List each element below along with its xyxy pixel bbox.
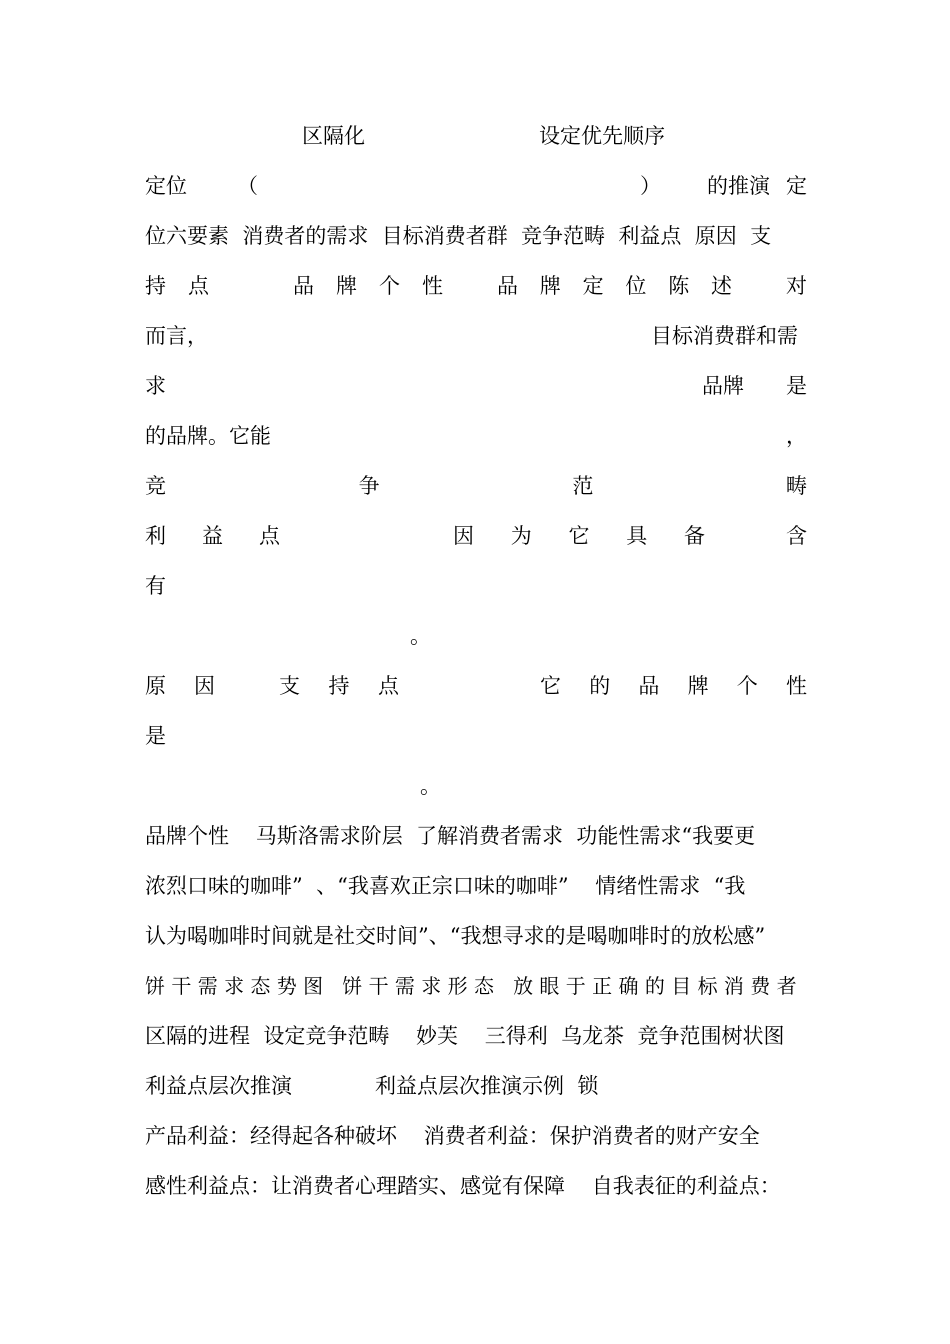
text-line-2	[145, 220, 807, 252]
line9: 有	[145, 574, 166, 598]
line7-0: 竞	[145, 474, 166, 498]
line12: 是	[145, 724, 166, 748]
line8-g2-1: 为	[510, 524, 532, 548]
text-line-9	[145, 570, 807, 602]
line8-g3: 含	[786, 524, 807, 548]
text-line-15	[145, 870, 807, 902]
line3-g4: 对	[786, 274, 807, 298]
text-line-5	[145, 370, 807, 402]
line3-group1	[145, 270, 209, 302]
text-line-8	[145, 520, 807, 552]
line8-g1-2: 点	[259, 524, 280, 548]
line3-g1-0: 持	[145, 274, 166, 298]
line7-3: 畴	[785, 474, 807, 498]
text-line-6	[145, 420, 807, 452]
line4-b: 目标消费群和需	[651, 324, 798, 348]
line20: 产品利益：经得起各种破坏 消费者利益：保护消费者的财产安全	[145, 1124, 760, 1148]
text-line-12	[145, 720, 807, 752]
line19-a: 利益点层次推演	[145, 1074, 292, 1098]
text-line-17	[145, 970, 807, 1002]
line7-group	[145, 470, 807, 502]
line5-b: 品牌	[702, 374, 744, 398]
line3-g3-3: 位	[625, 274, 647, 298]
line3-g3-0: 品	[497, 274, 518, 298]
line4-a: 而言，	[145, 324, 208, 348]
line18: 区隔的进程 设定竞争范畴 妙芙 三得利 乌龙茶 竞争范围树状图	[145, 1024, 785, 1048]
line8-g2-2: 它	[568, 524, 590, 548]
text-line-13	[145, 770, 807, 802]
heading-right: 设定优先顺序	[539, 124, 665, 148]
line11-group2	[279, 670, 399, 702]
text-line-18	[145, 1020, 807, 1052]
line3-g1-1: 点	[188, 274, 209, 298]
line1-a: 定位	[145, 174, 187, 198]
text-line-4	[145, 320, 807, 352]
text-line-10	[145, 620, 807, 652]
line11-g3-5: 性	[785, 674, 807, 698]
line11-group3	[540, 670, 807, 702]
line3-group2	[293, 270, 443, 302]
line8-g2-4: 备	[684, 524, 705, 548]
text-line-7	[145, 470, 807, 502]
text-line-19	[145, 1070, 807, 1102]
line11-g2-0: 支	[279, 674, 300, 698]
line11-g2-1: 持	[328, 674, 350, 698]
line3-g3-2: 定	[582, 274, 604, 298]
line17: 饼 干 需 求 态 势 图 饼 干 需 求 形 态 放 眼 于 正 确 的 目 标 消 费 者	[145, 974, 797, 998]
text-line-21	[145, 1170, 807, 1202]
line6-b: ，	[786, 424, 807, 448]
line11-group1	[145, 670, 215, 702]
line8-g2-0: 因	[453, 524, 474, 548]
heading-line	[145, 120, 807, 152]
line2: 位六要素 消费者的需求 目标消费者群 竞争范畴 利益点 原因 支	[145, 224, 772, 248]
line8-g1-1: 益	[202, 524, 223, 548]
line21: 感性利益点：让消费者心理踏实、感觉有保障 自我表征的利益点：	[145, 1174, 781, 1198]
line11-g1-1: 因	[194, 674, 215, 698]
line11-g3-2: 品	[638, 674, 660, 698]
text-line-11	[145, 670, 807, 702]
line3-g2-0: 品	[293, 274, 314, 298]
line3-g3-5: 述	[710, 274, 732, 298]
line1-d: 的推演	[707, 174, 770, 198]
heading-left: 区隔化	[302, 124, 365, 148]
line3-group3	[497, 270, 732, 302]
line8-g2-3: 具	[626, 524, 648, 548]
line8-g1-0: 利	[145, 524, 166, 548]
line7-2: 范	[572, 474, 594, 498]
line8-group1	[145, 520, 280, 552]
line3-g2-3: 性	[422, 274, 443, 298]
line1-c: ）	[640, 174, 661, 198]
line8-group2	[453, 520, 705, 552]
line3-g3-4: 陈	[668, 274, 690, 298]
line11-g3-0: 它	[540, 674, 561, 698]
text-line-20	[145, 1120, 807, 1152]
line11-g2-2: 点	[378, 674, 399, 698]
text-line-16	[145, 920, 807, 952]
line5-a: 求	[145, 374, 166, 398]
line3-g2-2: 个	[379, 274, 400, 298]
text-line-14	[145, 820, 807, 852]
line3-g3-1: 牌	[539, 274, 561, 298]
line1-b: （	[237, 174, 258, 198]
line7-1: 争	[358, 474, 380, 498]
line16: 认为喝咖啡时间就是社交时间”、“我想寻求的是喝咖啡时的放松感”	[145, 924, 766, 948]
line3-g2-1: 牌	[336, 274, 357, 298]
line11-g3-4: 个	[736, 674, 758, 698]
line5-c: 是	[786, 374, 807, 398]
text-line-1	[145, 170, 807, 202]
line6-a: 的品牌。它能	[145, 424, 271, 448]
line13: 。	[420, 774, 441, 798]
line11-g3-3: 牌	[687, 674, 709, 698]
text-line-3	[145, 270, 807, 302]
line14: 品牌个性 马斯洛需求阶层 了解消费者需求 功能性需求“我要更	[145, 824, 756, 848]
line11-g3-1: 的	[589, 674, 611, 698]
line19-b: 利益点层次推演示例 锁	[375, 1074, 599, 1098]
line10: 。	[410, 624, 431, 648]
line1-e: 定	[786, 174, 807, 198]
line15: 浓烈口味的咖啡” 、“我喜欢正宗口味的咖啡” 情绪性需求 “我	[145, 874, 746, 898]
line11-g1-0: 原	[145, 674, 166, 698]
